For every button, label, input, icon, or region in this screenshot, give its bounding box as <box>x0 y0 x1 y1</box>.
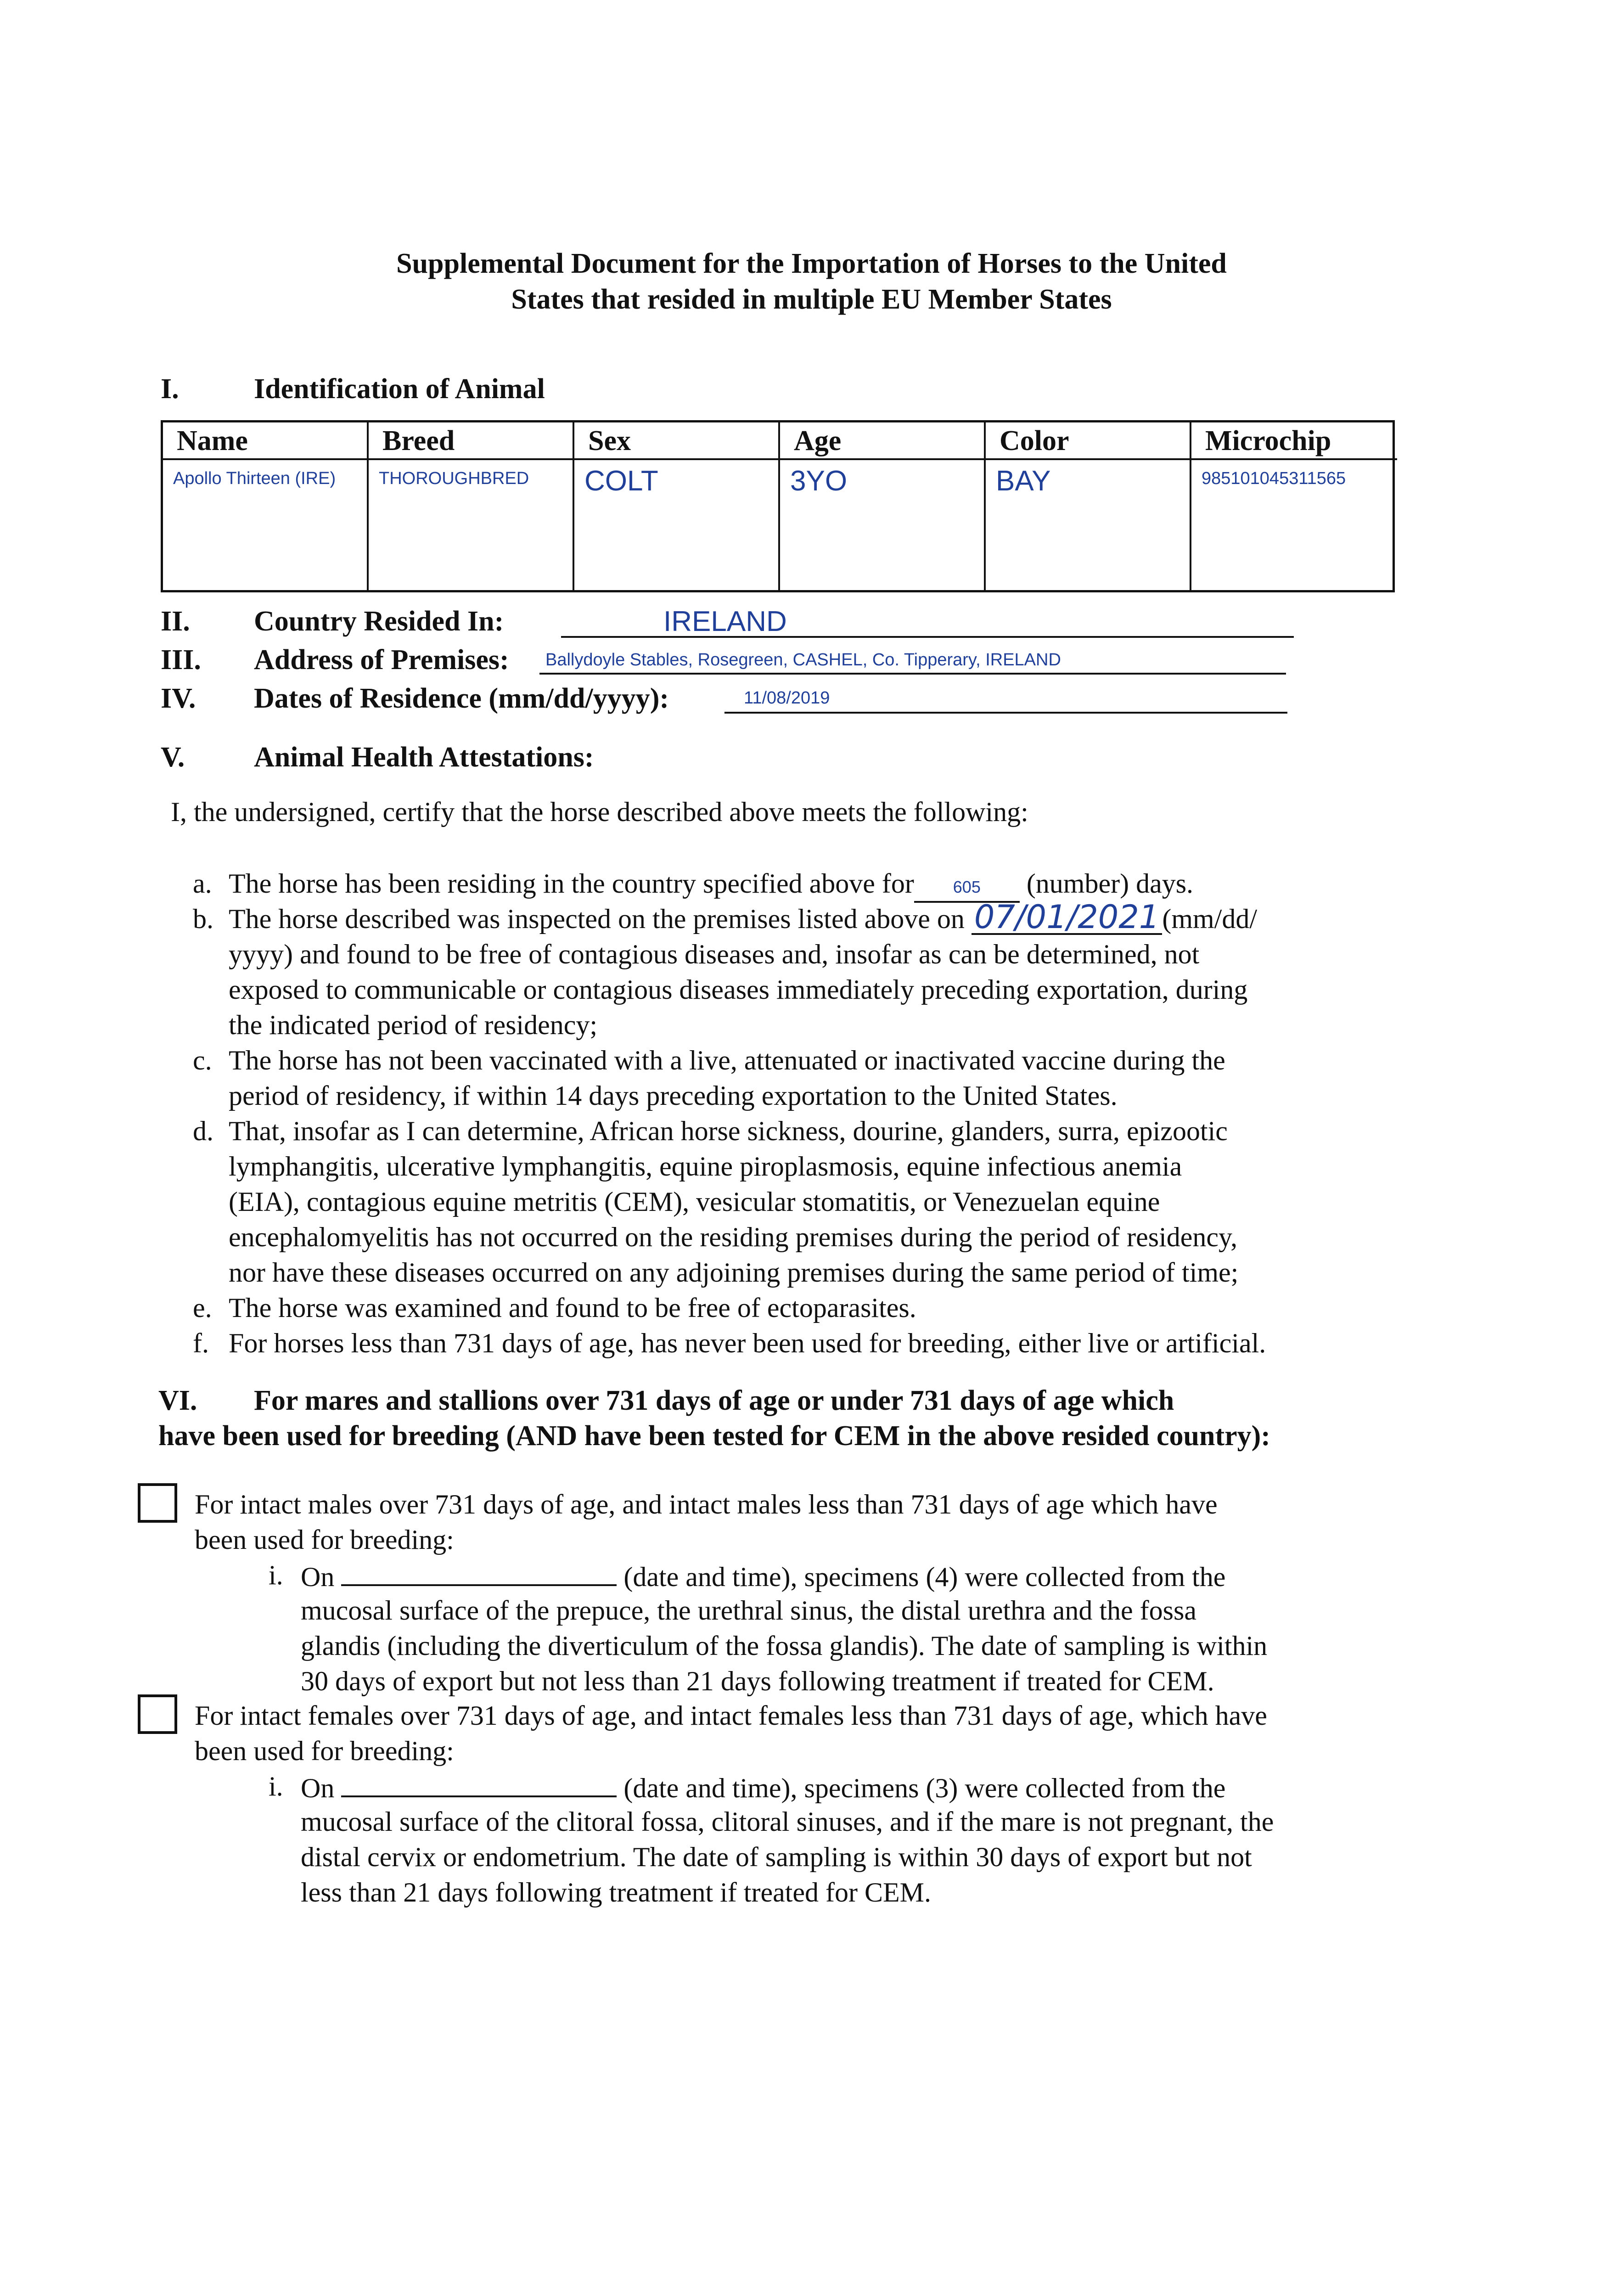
section-1-heading: Identification of Animal <box>254 373 545 405</box>
section-3-numeral: III. <box>161 644 201 675</box>
attestation-d-line-2: lymphangitis, ulcerative lymphangitis, equine piroplasmosis, equine infectious anemia <box>229 1151 1182 1182</box>
section-6-heading-line-2: have been used for breeding (AND have been tested for CEM in the above resided country): <box>158 1420 1270 1452</box>
males-collection-details <box>301 1593 1267 1699</box>
address-underline <box>539 673 1286 675</box>
dates-of-residence-label: Dates of Residence (mm/dd/yyyy): <box>254 683 669 714</box>
days-value: 605 <box>953 878 981 896</box>
item-marker: i. <box>269 1560 283 1590</box>
table-column-color <box>986 422 1191 590</box>
certification-intro: I, the undersigned, certify that the horse described above meets the following: <box>171 797 1028 827</box>
females-detail-line-1: mucosal surface of the clitoral fossa, clitoral sinuses, and if the mare is not pregnant, the <box>301 1806 1274 1837</box>
attestation-c-line-1: The horse has not been vaccinated with a live, attenuated or inactivated vaccine during the <box>229 1045 1225 1075</box>
attestation-f-text: For horses less than 731 days of age, has never been used for breeding, either live or artificial. <box>229 1328 1266 1358</box>
attestation-a-text: The horse has been residing in the country specified above for <box>229 868 914 899</box>
intact-males-checkbox[interactable] <box>138 1483 177 1523</box>
table-header: Breed <box>369 422 573 460</box>
item-marker: d. <box>193 1116 213 1146</box>
attestation-d-line-3: (EIA), contagious equine metritis (CEM), vesicular stomatitis, or Venezuelan equine <box>229 1187 1160 1217</box>
sex-value: COLT <box>584 465 658 497</box>
males-detail-line-2: glandis (including the diverticulum of the fossa glandis). The date of sampling is within <box>301 1631 1268 1661</box>
item-marker: i. <box>269 1771 283 1801</box>
attestation-b-line-3: exposed to communicable or contagious diseases immediately preceding exportation, during <box>229 974 1248 1005</box>
animal-name-value: Apollo Thirteen (IRE) <box>173 469 336 488</box>
intact-males-block <box>195 1487 1218 1558</box>
table-column-microchip <box>1191 422 1397 590</box>
section-6-heading-line-1: For mares and stallions over 731 days of age or under 731 days of age which <box>254 1385 1174 1416</box>
address-label: Address of Premises: <box>254 644 509 675</box>
table-header: Microchip <box>1191 422 1397 460</box>
intact-females-block <box>195 1698 1267 1769</box>
country-value[interactable]: IRELAND <box>663 606 787 637</box>
table-column-age <box>780 422 986 590</box>
title-line-2: States that resided in multiple EU Member States <box>511 284 1112 315</box>
intact-males-line-2: been used for breeding: <box>195 1525 454 1555</box>
item-marker: f. <box>193 1328 209 1358</box>
section-5-heading: Animal Health Attestations: <box>254 742 594 773</box>
table-header: Age <box>780 422 984 460</box>
attestation-a-suffix: (number) days. <box>1026 868 1194 899</box>
attestation-d-line-4: encephalomyelitis has not occurred on the residing premises during the period of residency, <box>229 1222 1238 1252</box>
item-marker: c. <box>193 1045 212 1075</box>
animal-identification-table <box>161 420 1395 592</box>
intact-males-line-1: For intact males over 731 days of age, and intact males less than 731 days of age which have <box>195 1489 1218 1519</box>
attestation-b-line-4: the indicated period of residency; <box>229 1010 598 1040</box>
attestation-e-text: The horse was examined and found to be free of ectoparasites. <box>229 1293 916 1323</box>
attestation-b-line-2: yyyy) and found to be free of contagious diseases and, insofar as can be determined, not <box>229 939 1200 969</box>
males-collection-text: (date and time), specimens (4) were collected from the <box>623 1562 1226 1592</box>
females-on-label: On <box>301 1773 335 1803</box>
section-6-numeral: VI. <box>158 1385 197 1416</box>
females-collection-statement <box>269 1769 1226 1804</box>
dates-underline <box>724 712 1287 714</box>
color-value: BAY <box>996 465 1051 497</box>
intact-females-line-1: For intact females over 731 days of age, and intact females less than 731 days of age, which have <box>195 1700 1267 1731</box>
title-line-1: Supplemental Document for the Importation of Horses to the United <box>396 248 1227 279</box>
females-detail-line-3: less than 21 days following treatment if treated for CEM. <box>301 1877 931 1908</box>
attestation-c-line-2: period of residency, if within 14 days preceding exportation to the United States. <box>229 1080 1118 1111</box>
females-detail-line-2: distal cervix or endometrium. The date of sampling is within 30 days of export but not <box>301 1842 1252 1872</box>
intact-females-line-2: been used for breeding: <box>195 1736 454 1766</box>
females-collection-text: (date and time), specimens (3) were collected from the <box>623 1773 1226 1803</box>
section-4-numeral: IV. <box>161 683 196 714</box>
males-detail-line-3: 30 days of export but not less than 21 days following treatment if treated for CEM. <box>301 1666 1214 1696</box>
section-2-numeral: II. <box>161 606 190 637</box>
dates-of-residence-value[interactable]: 11/08/2019 <box>744 688 830 708</box>
item-marker: b. <box>193 904 213 934</box>
section-1-numeral: I. <box>161 373 179 405</box>
males-collection-statement <box>269 1558 1226 1593</box>
item-marker: e. <box>193 1293 212 1323</box>
table-column-name <box>163 422 369 590</box>
females-collection-date-field[interactable] <box>341 1769 617 1797</box>
inspection-date-field[interactable] <box>972 898 1162 936</box>
section-5-numeral: V. <box>161 742 185 773</box>
table-column-sex <box>574 422 780 590</box>
attestation-d-line-1: That, insofar as I can determine, African horse sickness, dourine, glanders, surra, epizootic <box>229 1116 1228 1146</box>
table-header: Sex <box>574 422 778 460</box>
attestation-b-date-format: (mm/dd/ <box>1162 904 1258 934</box>
attestation-b-text: The horse described was inspected on the premises listed above on <box>229 904 965 934</box>
females-collection-details <box>301 1804 1274 1910</box>
breed-value: THOROUGHBRED <box>379 469 529 488</box>
item-marker: a. <box>193 868 212 899</box>
address-value[interactable]: Ballydoyle Stables, Rosegreen, CASHEL, Co. Tipperary, IRELAND <box>545 650 1061 670</box>
microchip-value: 985101045311565 <box>1202 469 1346 488</box>
males-collection-date-field[interactable] <box>341 1558 617 1586</box>
males-on-label: On <box>301 1562 335 1592</box>
table-header: Color <box>986 422 1190 460</box>
table-header: Name <box>163 422 367 460</box>
intact-females-checkbox[interactable] <box>138 1694 177 1734</box>
table-column-breed <box>369 422 574 590</box>
inspection-date-value: 07/01/2021 <box>974 898 1160 936</box>
age-value: 3YO <box>790 465 848 497</box>
document-title <box>0 246 1623 317</box>
country-resided-label: Country Resided In: <box>254 606 504 637</box>
attestation-d-line-5: nor have these diseases occurred on any adjoining premises during the same period of time; <box>229 1257 1239 1288</box>
males-detail-line-1: mucosal surface of the prepuce, the urethral sinus, the distal urethra and the fossa <box>301 1595 1196 1626</box>
